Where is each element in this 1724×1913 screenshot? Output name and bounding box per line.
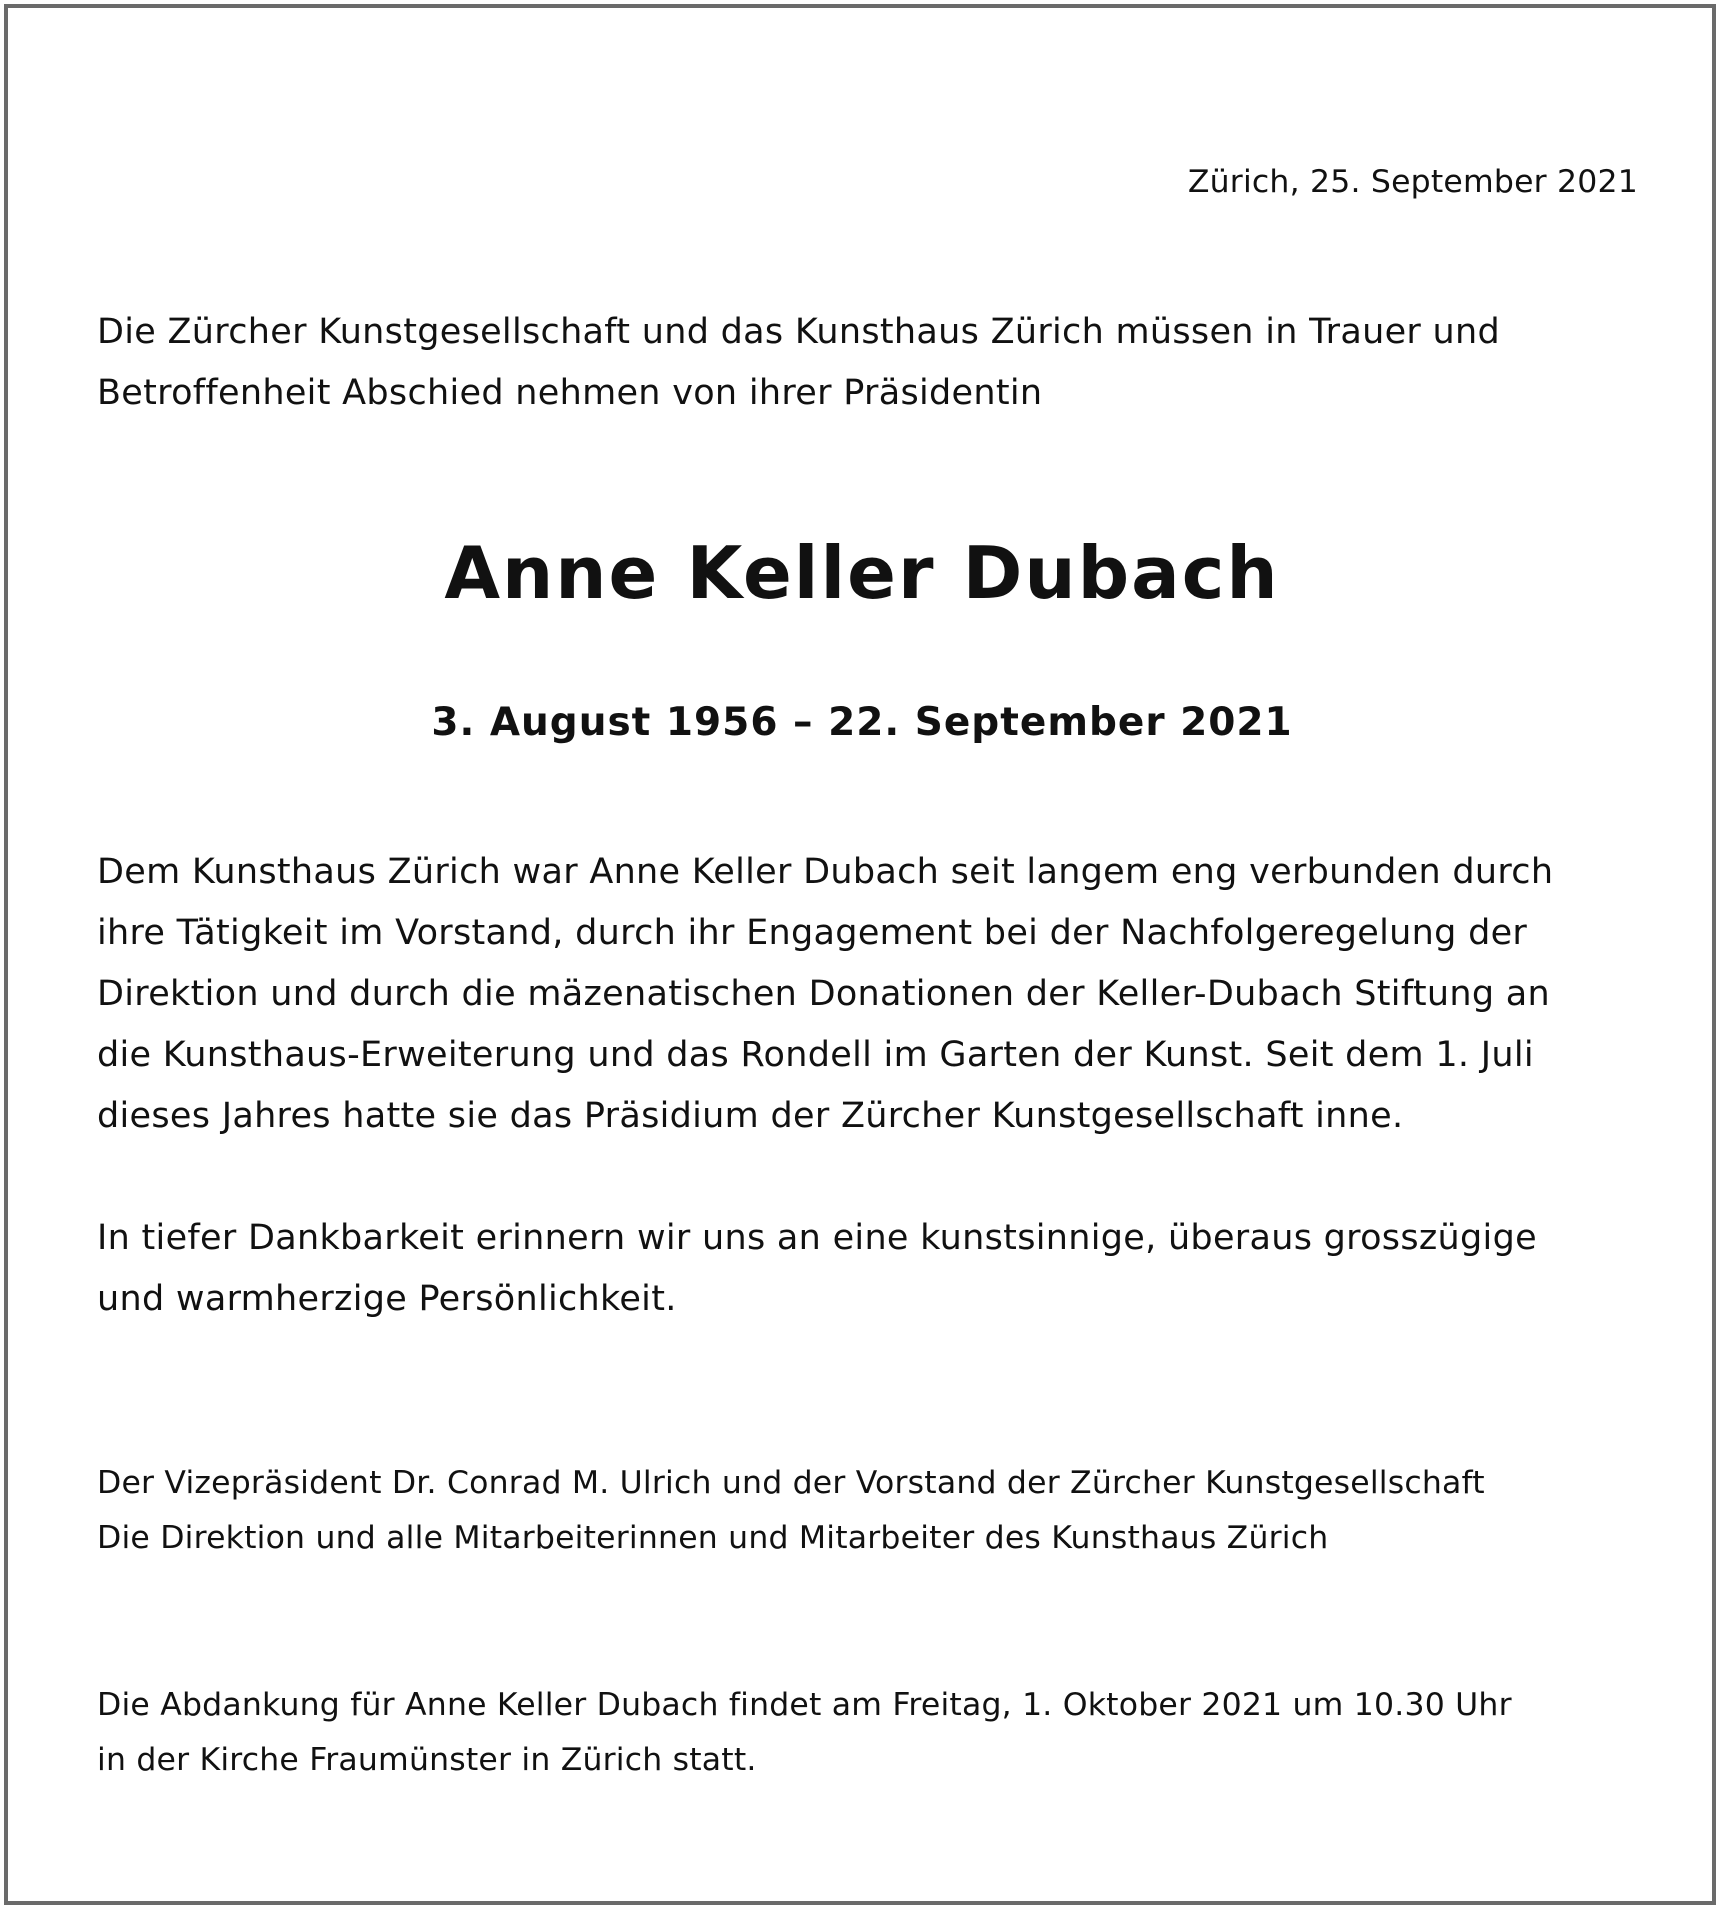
place-date: Zürich, 25. September 2021 (1187, 163, 1638, 200)
tribute-paragraph-2: In tiefer Dankbarkeit erinnern wir uns an eine kunstsinnige, überaus grosszügige und warmherzige Persönlichkeit. (97, 1218, 1537, 1319)
deceased-name: Anne Keller Dubach (444, 531, 1280, 615)
tribute-paragraph-1: Dem Kunsthaus Zürich war Anne Keller Dubach seit langem eng verbunden durch ihre Tätigkeit im Vorstand, durch ihr Engagement bei der Nachfolgeregelung der Direktion und durch die mäzenatischen Donationen der Keller-Dubach Stiftung an die Kunsthaus-Erweiterung und das Rondell im Garten der Kunst. Seit dem 1. Juli dieses Jahres hatte sie das Präsidium der Zürcher Kunstgesellschaft inne. (97, 852, 1554, 1136)
intro-text: Die Zürcher Kunstgesellschaft und das Kunsthaus Zürich müssen in Trauer und Betroffenheit Abschied nehmen von ihrer Präsidentin (97, 312, 1501, 413)
lifespan-dates: 3. August 1956 – 22. September 2021 (431, 700, 1293, 745)
ceremony-info: Die Abdankung für Anne Keller Dubach findet am Freitag, 1. Oktober 2021 um 10.30 Uhr in der Kirche Fraumünster in Zürich statt. (97, 1687, 1512, 1778)
signers: Der Vizepräsident Dr. Conrad M. Ulrich und der Vorstand der Zürcher Kunstgesellschaft Die Direktion und alle Mitarbeiterinnen und Mitarbeiter des Kunsthaus Zürich (97, 1465, 1485, 1556)
